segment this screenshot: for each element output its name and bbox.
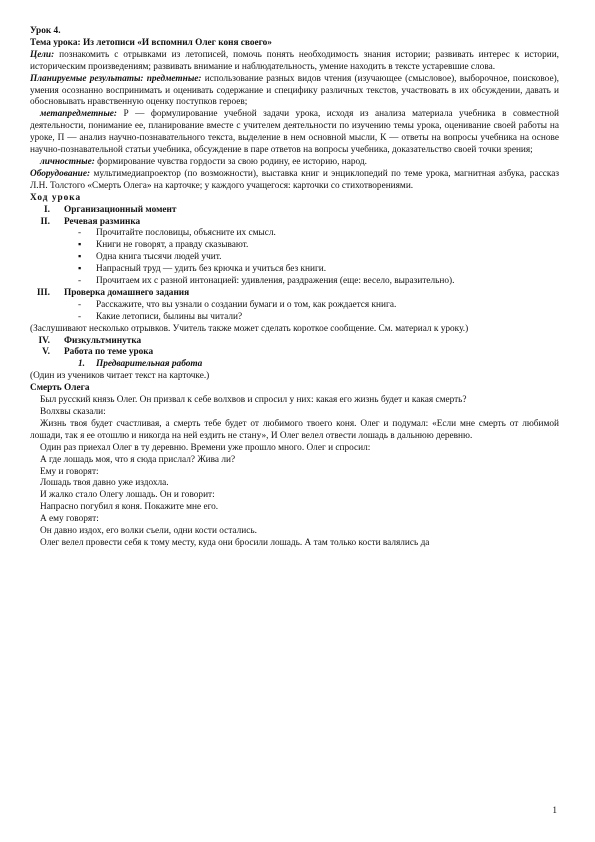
story-paragraph: Был русский князь Олег. Он призвал к себе волхвов и спросил у них: какая его жизнь будет и какая смерть? xyxy=(40,395,467,406)
stage-5-number: V. xyxy=(42,347,50,358)
page-number: 1 xyxy=(552,806,557,816)
list-item-text: Расскажите, что вы узнали о создании бумаги и о том, как рождается книга. xyxy=(96,299,397,310)
stage-1 xyxy=(30,205,559,217)
story-paragraph: И жалко стало Олегу лошадь. Он и говорит: xyxy=(40,490,215,501)
results-text: использование разных видов чтения (изучающее (смысловое), выборочное, поисковое), умения осознанно воспринимать и оценивать содержание и специфику различных текстов, участвовать в их обсуждении, давать и обосновывать нравственную оценку поступков героев; xyxy=(30,73,559,108)
stage-2-label: Речевая разминка xyxy=(64,216,141,227)
meta-label: метапредметные: xyxy=(40,109,118,120)
stage-4 xyxy=(30,336,559,348)
list-item-text: Напрасный труд — удить без крючка и учиться без книги. xyxy=(96,264,327,275)
bullet-marker: ▪ xyxy=(78,240,82,251)
goals-paragraph xyxy=(30,50,559,74)
list-item xyxy=(78,240,559,252)
course-title: Ход урока xyxy=(30,192,82,203)
story-paragraph: Лошадь твоя давно уже издохла. xyxy=(40,478,169,489)
stage-5 xyxy=(30,347,559,359)
list-item-text: Какие летописи, былины вы читали? xyxy=(96,311,243,322)
list-item xyxy=(78,252,559,264)
story-paragraph: А ему говорят: xyxy=(40,514,99,525)
story-paragraph: Он давно издох, его волки съели, одни кости остались. xyxy=(40,526,257,537)
document-page xyxy=(30,26,559,550)
list-item-text: Прочитаем их с разной интонацией: удивления, раздражения (еще: весело, выразительно). xyxy=(96,276,455,287)
bullet-marker: - xyxy=(78,276,82,287)
stage-3-note: (Заслушивают несколько отрывков. Учитель также может сделать короткое сообщение. См. материал к уроку.) xyxy=(30,323,469,334)
story-paragraph: Олег велел провести себя к тому месту, куда они бросили лошадь. А там только кости валялись да xyxy=(40,537,430,548)
story-paragraph: Один раз приехал Олег в ту деревню. Времени уже прошло много. Олег и спросил: xyxy=(40,442,371,453)
stage-2 xyxy=(30,217,559,229)
list-item-text: Одна книга тысячи людей учит. xyxy=(96,252,222,263)
lesson-topic: Тема урока: Из летописи «И вспомнил Олег коня своего» xyxy=(30,37,272,48)
personal-paragraph xyxy=(30,157,559,169)
stage-1-number: I. xyxy=(44,204,50,215)
list-item xyxy=(78,276,559,288)
story-paragraph: Напрасно погубил я коня. Покажите мне его. xyxy=(40,502,219,513)
personal-label: личностные: xyxy=(40,156,95,167)
bullet-marker: - xyxy=(78,311,82,322)
bullet-marker: - xyxy=(78,299,82,310)
story-paragraph: Волхвы сказали: xyxy=(40,407,106,417)
goals-text: познакомить с отрывками из летописей, помочь понять необходимость знания истории; развивать интерес к истории, историческим произведениям; развивать внимание и наблюдательность, умение находить в тексте устаревшие слова. xyxy=(30,49,559,72)
list-item xyxy=(78,264,559,276)
lesson-number: Урок 4. xyxy=(30,26,61,36)
subitem-label: Предварительная работа xyxy=(96,359,203,370)
stage-3-label: Проверка домашнего задания xyxy=(64,287,190,298)
story-paragraph: Ему и говорят: xyxy=(40,466,99,477)
equipment-text: мультимедиапроектор (по возможности), выставка книг и энциклопедий по теме урока, магнитная азбука, рассказ Л.Н. Толстого «Смерть Олега» на карточке; у каждого учащегося: карточки со стихотворениями. xyxy=(30,168,559,191)
stage-2-number: II. xyxy=(40,216,50,227)
stage-5-note: (Один из учеников читает текст на карточке.) xyxy=(30,371,210,382)
list-item xyxy=(78,228,559,240)
results-paragraph xyxy=(30,74,559,110)
bullet-marker: ▪ xyxy=(78,264,82,275)
stage-4-number: IV. xyxy=(38,335,50,346)
stage-3 xyxy=(30,288,559,300)
story-title: Смерть Олега xyxy=(30,383,90,394)
stage-5-subitem xyxy=(78,359,559,371)
equipment-paragraph xyxy=(30,169,559,193)
story-paragraph: А где лошадь моя, что я сюда прислал? Жива ли? xyxy=(40,454,236,465)
meta-text: Р — формулирование учебной задачи урока, исходя из анализа материала учебника в совместной деятельности, понимание ее, планирование вместе с учителем деятельности по изучению темы урока, оценивание своей работы на уроке, П — анализ научно-познавательного текста, выделение в нем основной мысли, К — ответы на вопросы учебника на основе научно-познавательной статьи учебника, обсуждение в паре ответов на вопросы учебника, доказательство своей точки зрения; xyxy=(30,109,559,156)
stage-4-label: Физкультминутка xyxy=(64,335,142,346)
bullet-marker: ▪ xyxy=(78,252,82,263)
equipment-label: Оборудование: xyxy=(30,168,91,179)
goals-label: Цели: xyxy=(30,49,55,60)
list-item xyxy=(78,312,559,324)
list-item-text: Прочитайте пословицы, объясните их смысл. xyxy=(96,228,276,239)
list-item xyxy=(78,300,559,312)
story-text xyxy=(30,395,559,550)
stage-3-number: III. xyxy=(36,287,50,298)
meta-paragraph xyxy=(30,109,559,157)
personal-text: формирование чувства гордости за свою родину, ее историю, народ. xyxy=(94,156,367,167)
story-paragraph: Жизнь твоя будет счастливая, а смерть тебе будет от любимого твоего коня. Олег и подумал: «Если мне смерть от любимой лошади, так я ее отошлю и никогда на ней ездить не стану», И Олег велел отвести лошадь в дальнюю деревню. xyxy=(30,418,559,441)
stage-5-label: Работа по теме урока xyxy=(64,347,154,358)
bullet-marker: - xyxy=(78,228,82,239)
list-item-text: Книги не говорят, а правду сказывают. xyxy=(96,240,249,251)
stage-1-label: Организационный момент xyxy=(64,204,177,215)
subitem-number: 1. xyxy=(78,359,85,370)
results-label: Планируемые результаты: предметные: xyxy=(30,73,202,84)
